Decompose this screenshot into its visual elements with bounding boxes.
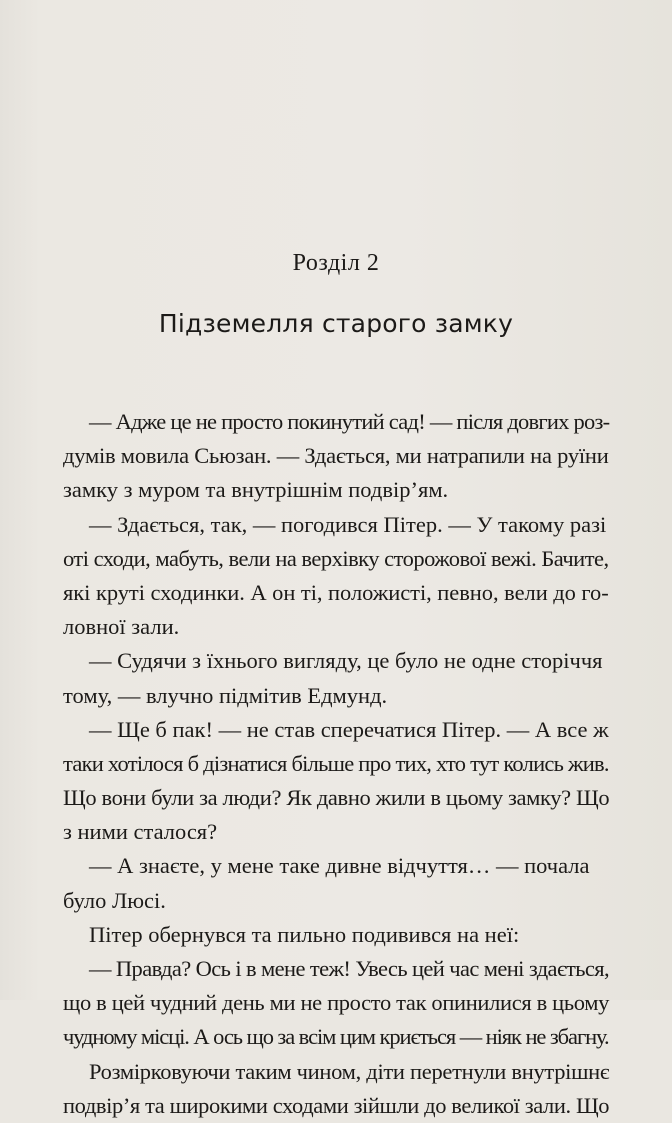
text-line: — Ще б пак! — не став сперечатися Пітер. — А все ж (89, 716, 609, 742)
text-line: — А знаєте, у мене таке дивне відчуття… — почала (89, 853, 590, 879)
text-line: Пітер обернувся та пильно подивився на неї: (89, 921, 520, 947)
text-line: було Люсі. (63, 887, 166, 913)
text-line: таки хотілося б дізнатися більше про тих, хто тут колись жив. (63, 750, 609, 776)
text-line: з ними сталося? (63, 819, 218, 845)
text-line: які круті сходинки. А он ті, положисті, певно, вели до го- (63, 579, 609, 605)
text-line: — Правда? Ось і в мене теж! Увесь цей час мені здається, (89, 956, 610, 981)
text-line: оті сходи, мабуть, вели на верхівку сторожової вежі. Бачите, (63, 545, 609, 571)
chapter-number: Розділ 2 (292, 250, 380, 276)
text-line: ловної зали. (63, 614, 180, 640)
text-line: — Судячи з їхнього вигляду, це було не одне сторіччя (89, 648, 603, 674)
text-line: Розмірковуючи таким чином, діти перетнули внутрішнє (89, 1058, 610, 1084)
text-line: — Адже це не просто покинутий сад! — після довгих роз- (89, 409, 610, 434)
text-line: тому, — влучно підмітив Едмунд. (63, 682, 388, 708)
text-line: чудному місці. А ось що за всім цим криється — ніяк не збагну. (63, 1024, 609, 1050)
chapter-body (63, 405, 610, 1123)
text-line: думів мовила Сьюзан. — Здається, ми натрапили на руїни (63, 443, 609, 469)
chapter-title: Підземелля старого замку (158, 309, 514, 338)
text-line: замку з муром та внутрішнім подвір’ям. (63, 477, 449, 503)
text-line: Що вони були за люди? Як давно жили в цьому замку? Що (63, 785, 610, 811)
text-line: що в цей чудний день ми не просто так опинилися в цьому (63, 990, 610, 1016)
text-line: — Здається, так, — погодився Пітер. — У такому разі (89, 511, 607, 537)
text-line: подвір’я та широкими сходами зійшли до великої зали. Що (63, 1092, 610, 1118)
